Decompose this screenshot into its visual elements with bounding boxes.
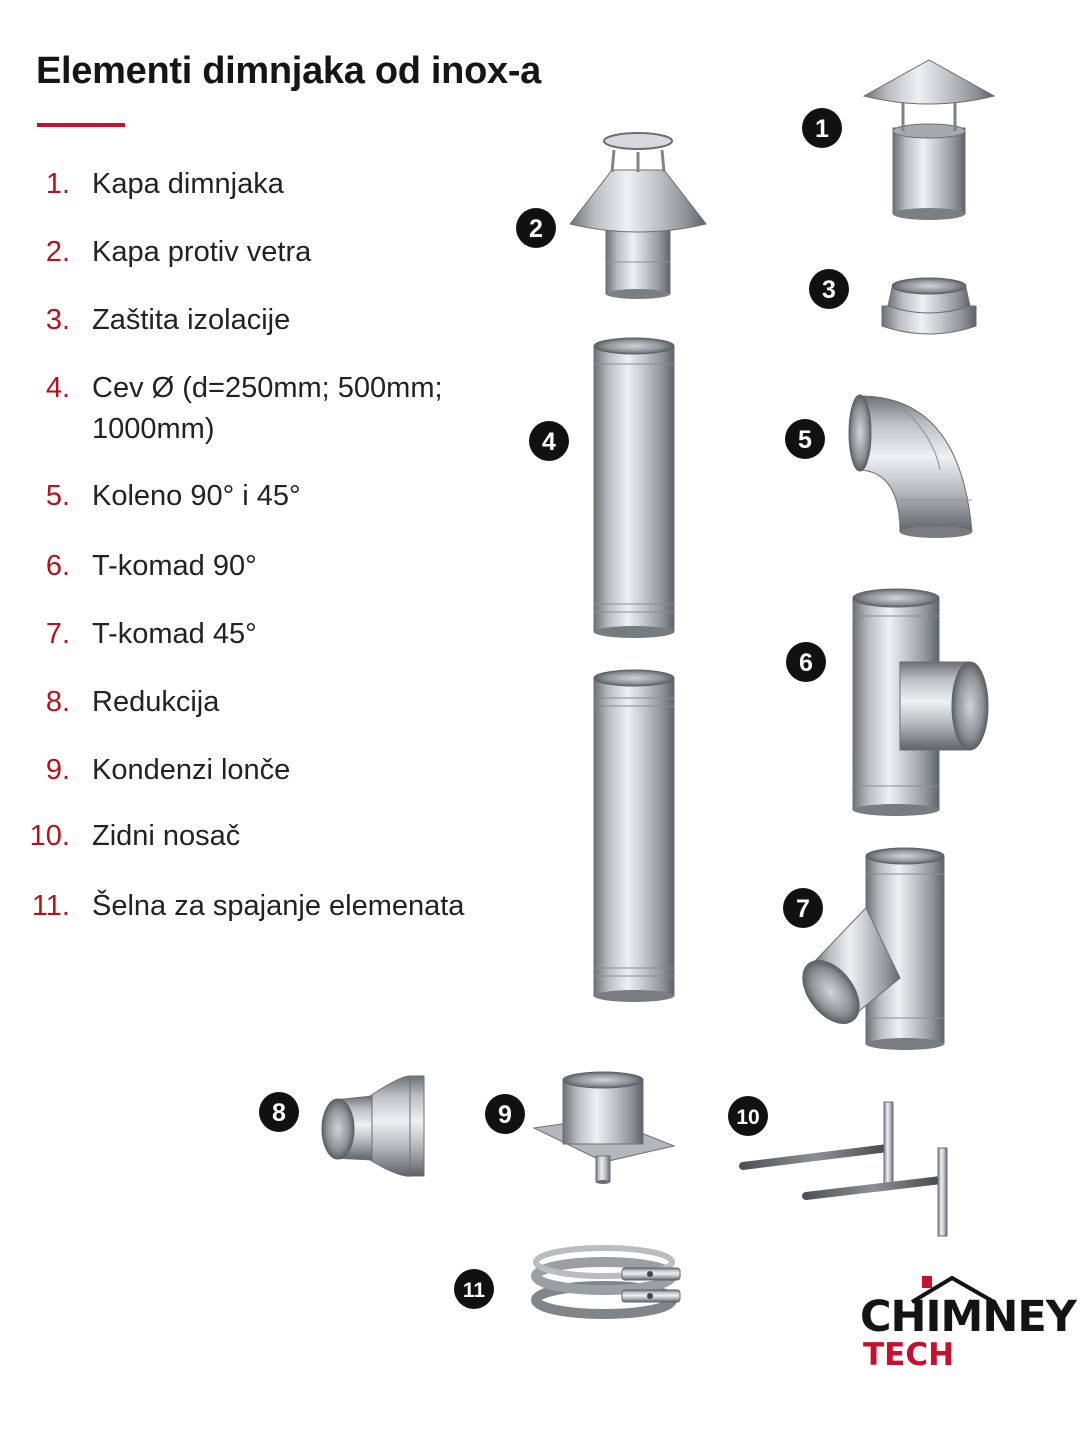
chimney-tech-logo xyxy=(860,1272,1076,1382)
legend-number: 11. xyxy=(31,890,70,922)
badge-4 xyxy=(529,421,569,461)
element-11-pipe-clamp xyxy=(536,1248,680,1314)
element-10-wall-bracket xyxy=(743,1102,947,1236)
logo-wordmark-bottom: TECH xyxy=(863,1337,955,1373)
element-9-condensate-pot xyxy=(534,1072,674,1184)
svg-text:7: 7 xyxy=(796,895,810,923)
badge-1 xyxy=(802,108,842,148)
legend-label: Koleno 90° i 45° xyxy=(92,480,301,512)
badge-11 xyxy=(454,1269,494,1309)
legend-number: 6. xyxy=(45,550,70,582)
svg-text:8: 8 xyxy=(272,1099,286,1127)
svg-text:3: 3 xyxy=(822,276,836,304)
element-5-elbow xyxy=(849,395,972,538)
badge-6 xyxy=(786,642,826,682)
svg-text:2: 2 xyxy=(529,215,543,243)
legend-label: Zidni nosač xyxy=(92,820,241,852)
badge-2 xyxy=(516,208,556,248)
element-3-insulation-cover xyxy=(882,278,976,334)
svg-text:4: 4 xyxy=(542,428,556,456)
legend-number: 9. xyxy=(45,754,70,786)
element-2-wind-cap xyxy=(570,133,706,299)
badge-5 xyxy=(785,419,825,459)
legend-number: 3. xyxy=(45,304,70,336)
legend-label: Zaštita izolacije xyxy=(92,304,291,336)
svg-text:5: 5 xyxy=(798,426,812,454)
element-7-t-piece-45 xyxy=(791,848,944,1050)
legend-number: 10. xyxy=(29,820,70,852)
legend-label: Cev Ø (d=250mm; 500mm; 1000mm) xyxy=(92,372,443,445)
svg-text:10: 10 xyxy=(736,1106,760,1129)
svg-text:6: 6 xyxy=(799,649,813,677)
element-4-pipe-lower xyxy=(594,670,674,1002)
element-6-t-piece-90 xyxy=(853,589,988,816)
legend-number: 4. xyxy=(45,372,70,404)
badge-8 xyxy=(259,1092,299,1132)
legend-label: T-komad 45° xyxy=(92,618,257,650)
badge-3 xyxy=(809,269,849,309)
element-4-pipe-upper xyxy=(594,338,674,638)
badge-10 xyxy=(728,1096,768,1136)
legend-number: 5. xyxy=(45,480,70,512)
badge-7 xyxy=(783,888,823,928)
legend-number: 2. xyxy=(45,236,70,268)
legend-number: 1. xyxy=(45,168,70,200)
legend-label: Šelna za spajanje elemenata xyxy=(92,890,465,922)
element-8-reducer xyxy=(322,1076,424,1176)
legend-label: Kapa protiv vetra xyxy=(92,236,312,268)
svg-text:1: 1 xyxy=(815,115,829,143)
badge-9 xyxy=(485,1094,525,1134)
title-underline xyxy=(37,123,125,127)
legend-label: Kapa dimnjaka xyxy=(92,168,284,200)
logo-wordmark-top: CHIMNEY xyxy=(860,1292,1076,1342)
svg-text:11: 11 xyxy=(462,1279,486,1302)
legend-label: Kondenzi lonče xyxy=(92,754,291,786)
legend-label: T-komad 90° xyxy=(92,550,257,582)
legend-number: 8. xyxy=(45,686,70,718)
legend-label: Redukcija xyxy=(92,686,220,718)
page-title: Elementi dimnjaka od inox-a xyxy=(36,50,542,92)
svg-text:9: 9 xyxy=(498,1101,512,1129)
element-1-chimney-cap xyxy=(864,60,994,220)
legend-number: 7. xyxy=(45,618,70,650)
